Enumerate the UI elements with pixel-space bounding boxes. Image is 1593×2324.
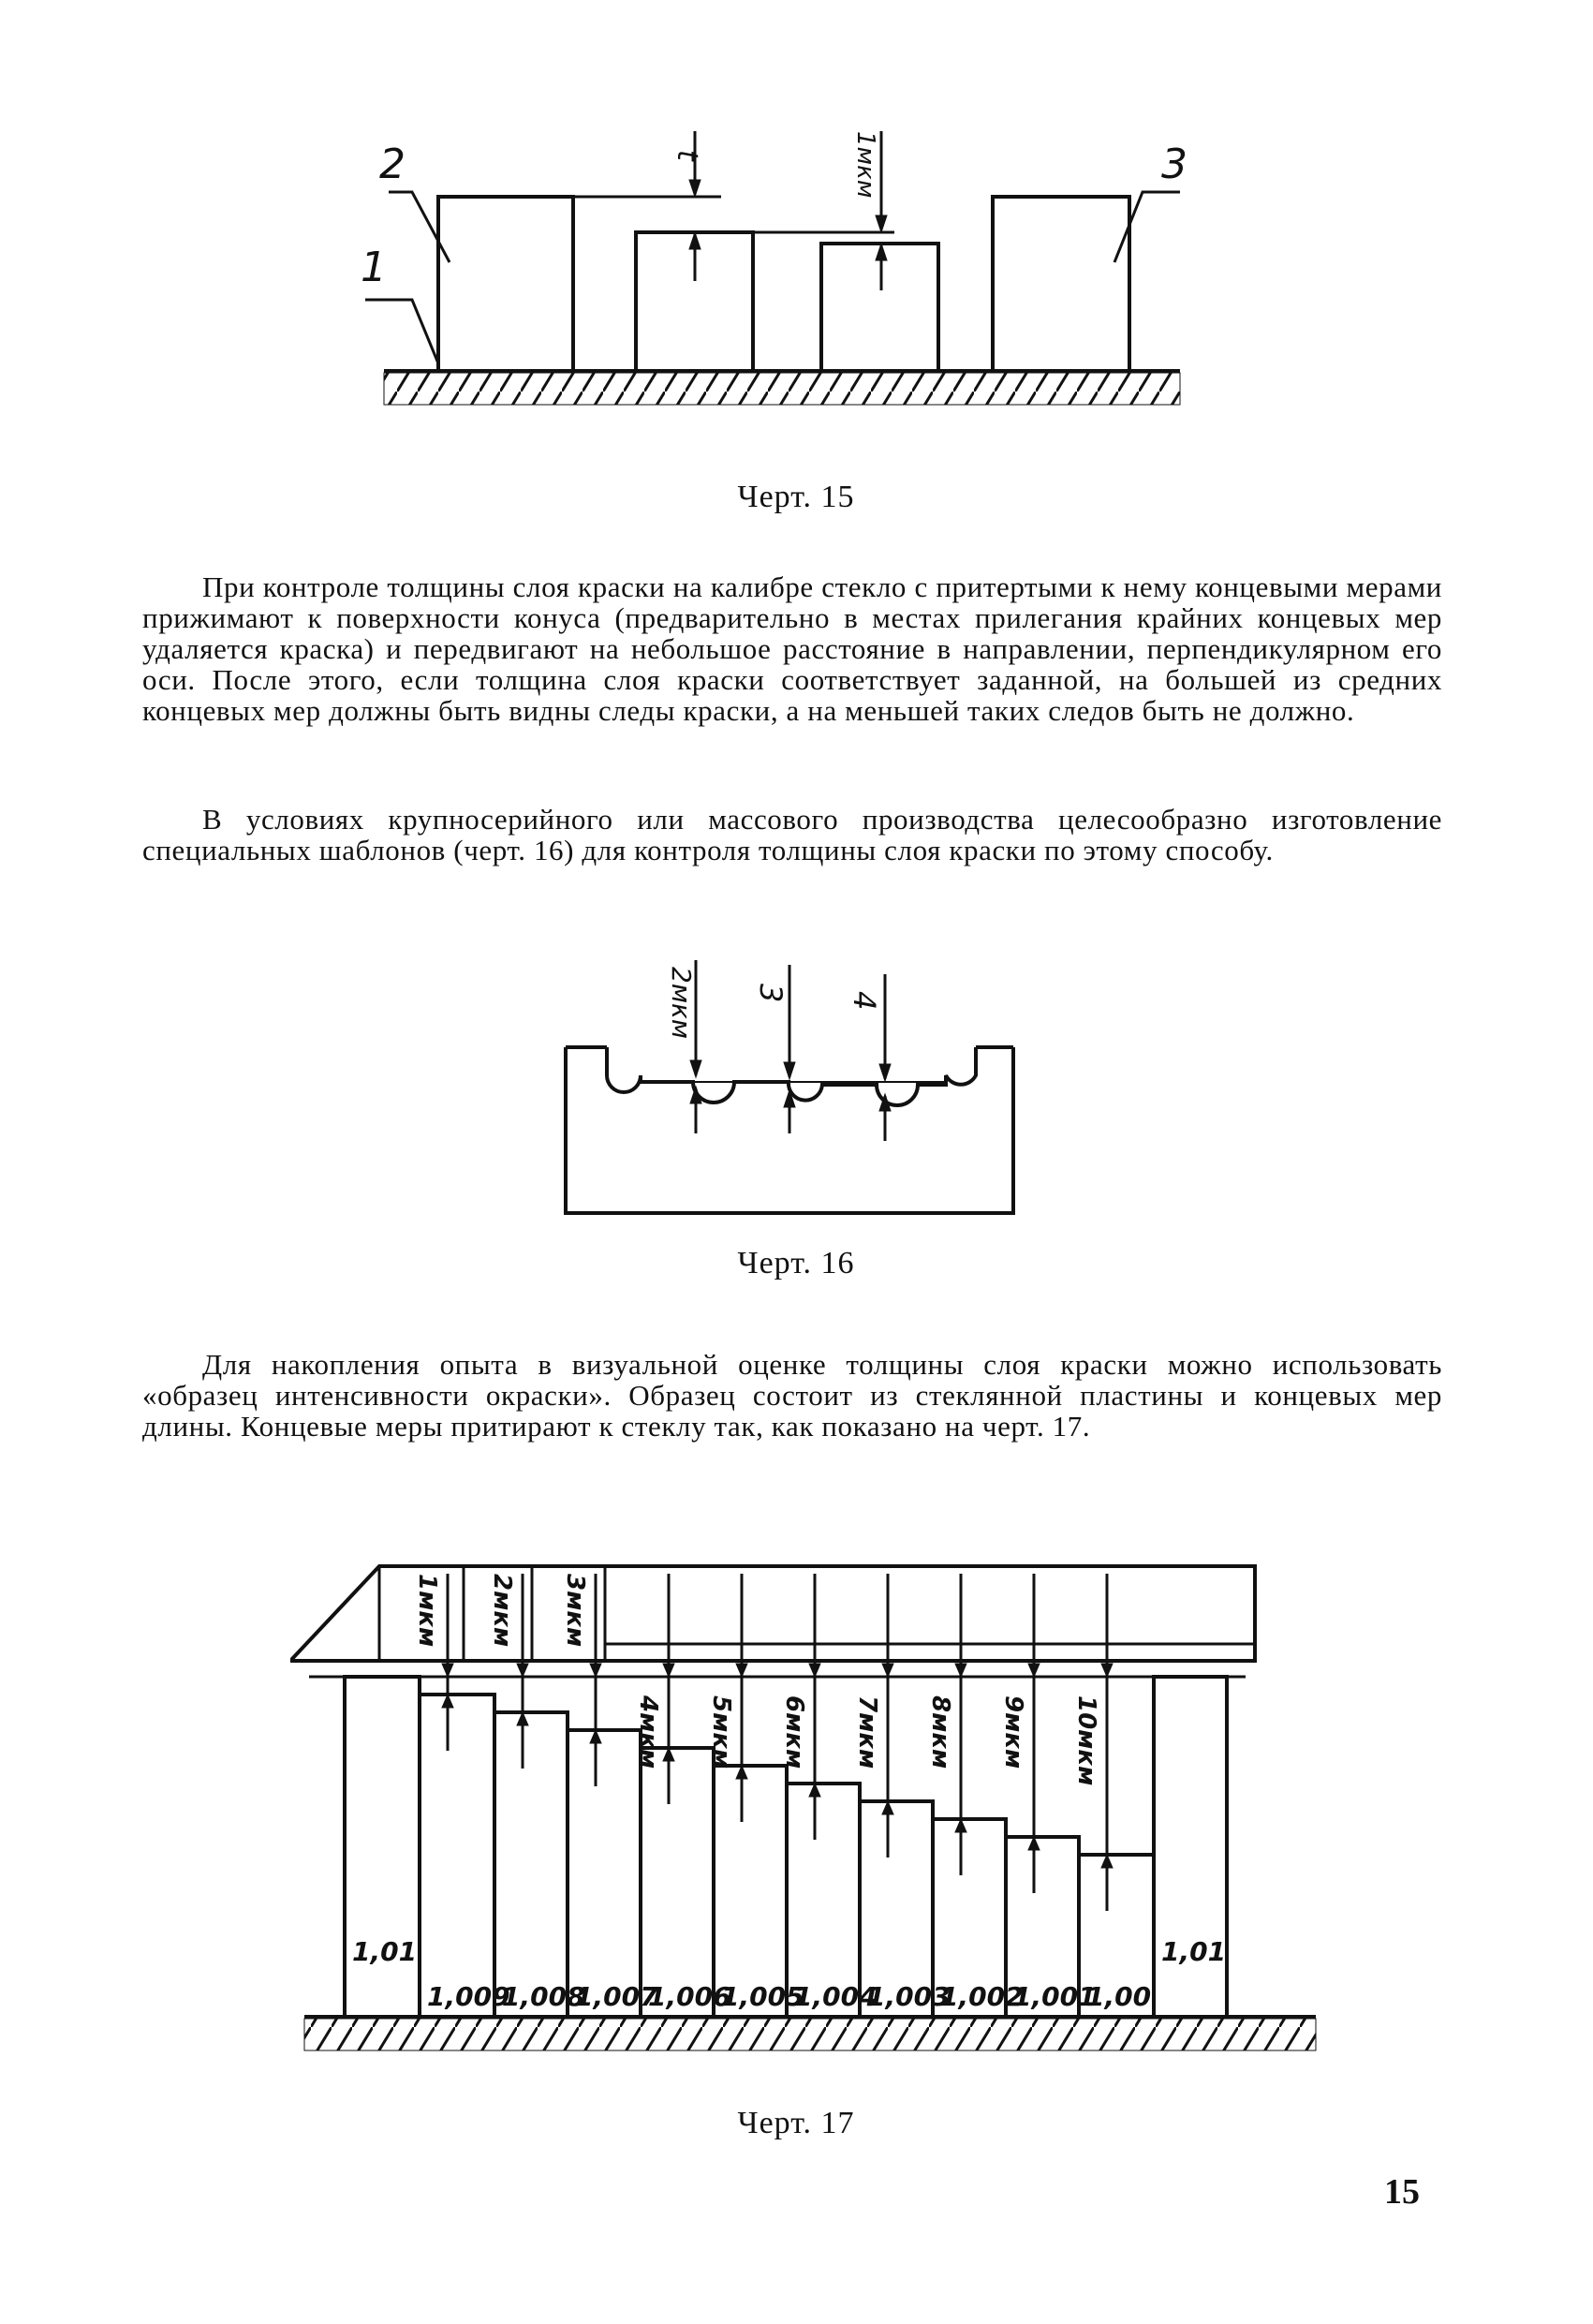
arrow-head xyxy=(882,1664,893,1677)
label-3-fig16: 3 xyxy=(753,984,789,1003)
arrow-head xyxy=(736,1664,747,1677)
figure-17 xyxy=(290,1555,1330,2080)
block-length-label: 1,01 xyxy=(1161,1936,1227,1967)
label-4-fig16: 4 xyxy=(847,991,882,1011)
arrow-head xyxy=(1101,1855,1113,1868)
arrow-head xyxy=(590,1664,601,1677)
block-length-label: 1,005 xyxy=(721,1981,804,2012)
block-length-label: 1,008 xyxy=(502,1981,585,2012)
label-1mkm: 1мкм xyxy=(851,131,879,199)
label-2: 2 xyxy=(379,141,406,188)
surface-hatching xyxy=(304,2019,1316,2050)
gauge-block xyxy=(568,1730,641,2017)
arrow-head xyxy=(955,1819,966,1832)
arrow-head xyxy=(663,1748,674,1761)
paragraph-1 xyxy=(142,571,1442,726)
figure-15 xyxy=(356,122,1199,440)
gap-label: 3мкм xyxy=(561,1574,589,1648)
label-t: t xyxy=(671,150,703,161)
block-length-label: 1,004 xyxy=(794,1981,878,2012)
block-length-label: 1,003 xyxy=(867,1981,951,2012)
block-length-label: 1,00 xyxy=(1086,1981,1152,2012)
arrow-head xyxy=(442,1695,453,1708)
paragraph-2-text: В условиях крупносерийного или массового производства целесообразно изготовление специальных шаблонов (черт. 16) для контроля толщины слоя краски по этому способу. xyxy=(142,803,1442,866)
label-2mkm: 2мкм xyxy=(666,967,697,1039)
block-length-label: 1,007 xyxy=(575,1981,658,2012)
gap-label: 7мкм xyxy=(853,1695,881,1769)
gap-label: 5мкм xyxy=(707,1695,735,1769)
paragraph-3 xyxy=(142,1349,1442,1442)
arrow-head xyxy=(517,1712,528,1725)
page-number: 15 xyxy=(1384,2172,1420,2212)
arrow-head xyxy=(955,1664,966,1677)
arrow-head xyxy=(736,1766,747,1779)
arrow-head xyxy=(882,1801,893,1814)
gap-label: 9мкм xyxy=(999,1695,1027,1769)
block-length-label: 1,006 xyxy=(648,1981,731,2012)
arrow-head xyxy=(442,1664,453,1677)
gauge-block xyxy=(641,1748,714,2017)
gauge-block xyxy=(494,1712,568,2017)
block-length-label: 1,01 xyxy=(352,1936,418,1967)
figure-17-caption: Черт. 17 xyxy=(737,2106,855,2140)
paragraph-1-text: При контроле толщины слоя краски на калибре стекло с притертыми к нему концевыми мерами прижимают к поверхности конуса (предварительно в местах прилегания крайних концевых мер удаляется краска) и передвигают на небольшое расстояние в направлении, перпендикулярном его оси. После этого, если толщина слоя краски соответствует заданной, на большей из средних концевых мер должны быть видны следы краски, а на меньшей таких следов быть не должно. xyxy=(142,570,1442,727)
label-3: 3 xyxy=(1161,141,1187,188)
arrow-head xyxy=(1028,1664,1040,1677)
arrow-head xyxy=(1028,1837,1040,1850)
gap-label: 1мкм xyxy=(413,1574,441,1648)
block-length-label: 1,001 xyxy=(1013,1981,1097,2012)
arrow-head xyxy=(809,1784,820,1797)
arrow-head xyxy=(590,1730,601,1743)
gap-label: 8мкм xyxy=(926,1695,954,1769)
gauge-block xyxy=(420,1695,494,2017)
block-length-label: 1,002 xyxy=(940,1981,1024,2012)
leader-2 xyxy=(389,192,450,262)
gap-label: 6мкм xyxy=(780,1695,808,1769)
figure-16 xyxy=(553,955,1040,1236)
gauge-block-2 xyxy=(438,197,573,371)
arrow-head xyxy=(663,1664,674,1677)
label-1: 1 xyxy=(361,244,387,291)
arrow-head xyxy=(517,1664,528,1677)
paragraph-3-text: Для накопления опыта в визуальной оценке толщины слоя краски можно использовать «образец интенсивности окраски». Образец состоит из стеклянной пластины и концевых мер длины. Концевые меры притирают к стеклу так, как показано на черт. 17. xyxy=(142,1348,1442,1443)
gap-label: 4мкм xyxy=(634,1695,662,1769)
gap-label: 2мкм xyxy=(488,1574,516,1648)
gauge-block xyxy=(714,1766,787,2017)
leader-3 xyxy=(1114,192,1180,262)
surface-hatching xyxy=(384,373,1180,405)
block-length-label: 1,009 xyxy=(427,1981,510,2012)
paragraph-2 xyxy=(142,804,1442,866)
figure-16-caption: Черт. 16 xyxy=(737,1246,855,1280)
gauge-block-3 xyxy=(993,197,1129,371)
arrow-head xyxy=(1101,1664,1113,1677)
gap-label: 10мкм xyxy=(1072,1695,1100,1786)
leader-1 xyxy=(365,300,438,363)
arrow-head xyxy=(809,1664,820,1677)
figure-15-caption: Черт. 15 xyxy=(737,480,855,514)
